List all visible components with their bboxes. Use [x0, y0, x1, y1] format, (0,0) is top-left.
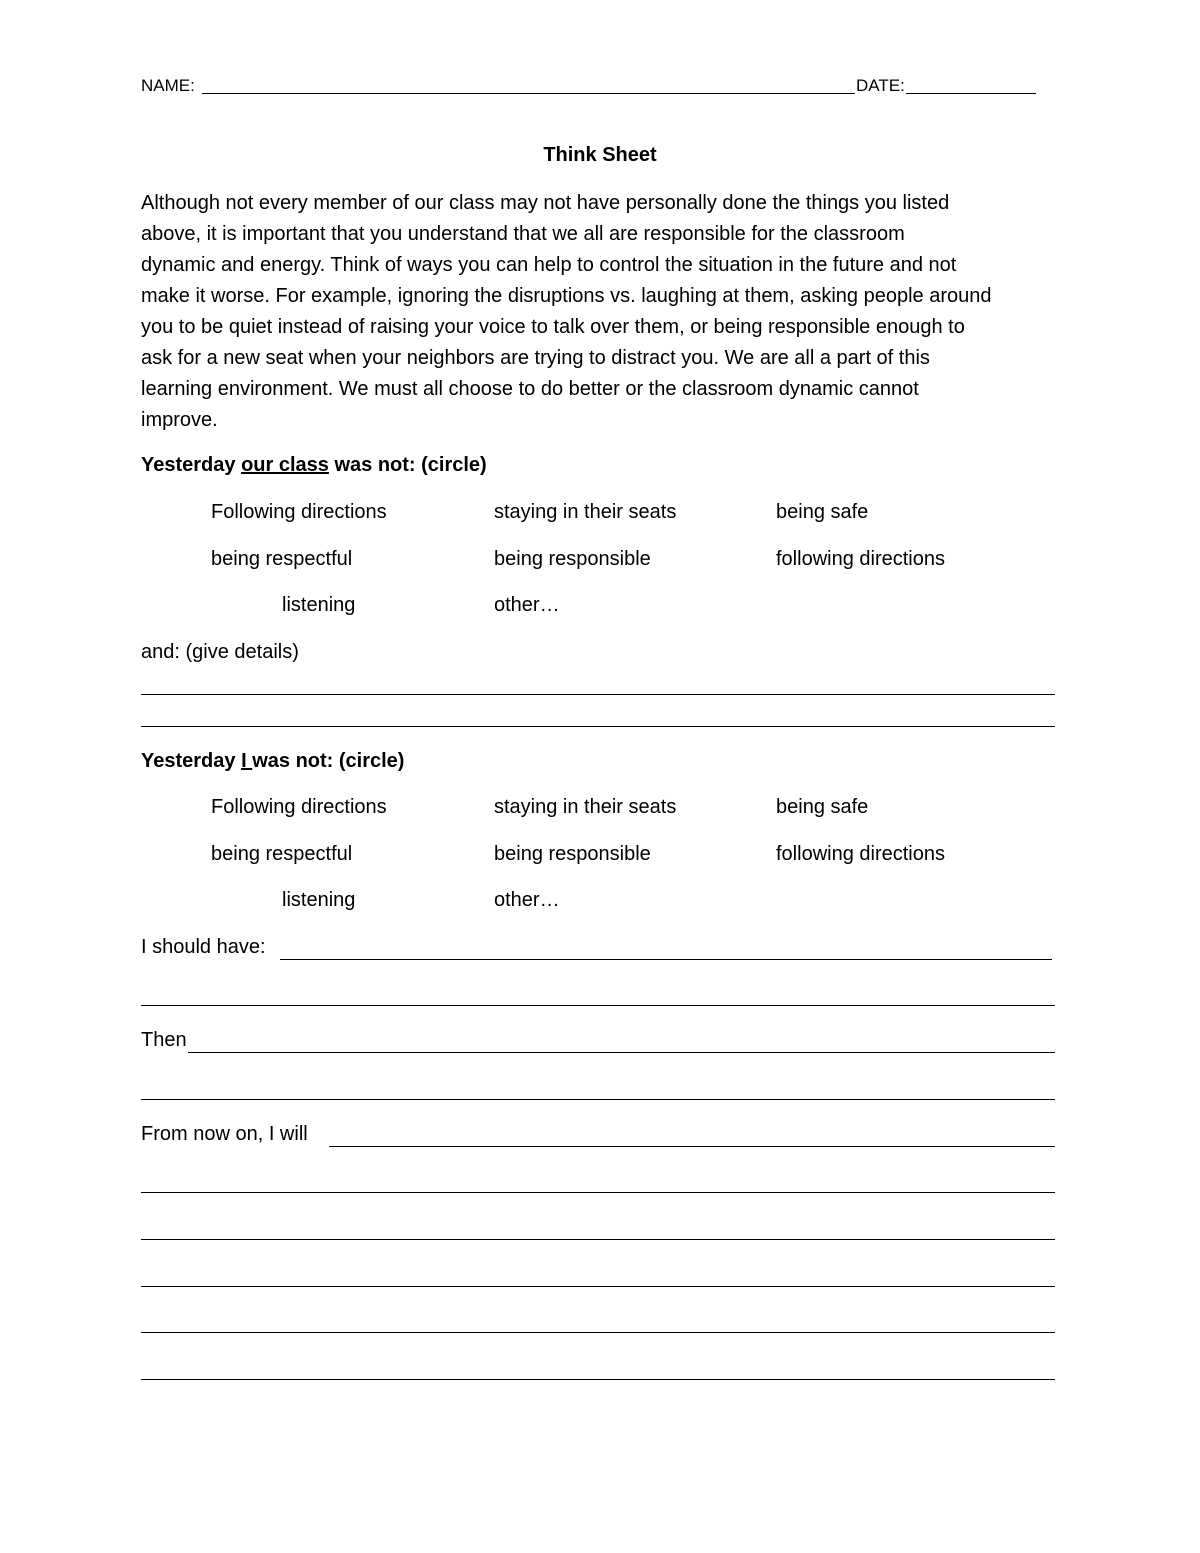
then-label: Then	[141, 1029, 187, 1051]
class-option[interactable]: Following directions	[211, 501, 387, 523]
details-label: and: (give details)	[141, 641, 299, 663]
should-have-line[interactable]	[280, 959, 1052, 960]
details-line[interactable]	[141, 726, 1055, 727]
class-option[interactable]: being responsible	[494, 548, 651, 570]
then-line[interactable]	[141, 1099, 1055, 1100]
heading-suffix: was not: (circle)	[328, 454, 487, 476]
intro-paragraph	[141, 188, 1061, 436]
from-now-on-line[interactable]	[141, 1192, 1055, 1193]
class-option[interactable]: other…	[494, 594, 560, 616]
intro-line: above, it is important that you understand that we all are responsible for the classroom	[141, 223, 905, 245]
name-field-line[interactable]	[202, 93, 855, 94]
class-option[interactable]: being safe	[776, 501, 869, 523]
should-have-label: I should have:	[141, 936, 266, 958]
from-now-on-line[interactable]	[141, 1286, 1055, 1287]
heading-underlined: I	[241, 750, 253, 772]
from-now-on-line[interactable]	[329, 1146, 1055, 1147]
self-option[interactable]: other…	[494, 889, 560, 911]
then-line[interactable]	[188, 1052, 1055, 1053]
self-option[interactable]: staying in their seats	[494, 796, 677, 818]
from-now-on-line[interactable]	[141, 1379, 1055, 1380]
self-option[interactable]: being safe	[776, 796, 869, 818]
class-option[interactable]: being respectful	[211, 548, 353, 570]
should-have-line[interactable]	[141, 1005, 1055, 1006]
self-option[interactable]: Following directions	[211, 796, 387, 818]
details-line[interactable]	[141, 694, 1055, 695]
intro-line: learning environment. We must all choose to do better or the classroom dynamic cannot	[141, 378, 919, 400]
intro-line: improve.	[141, 409, 218, 431]
from-now-on-label: From now on, I will	[141, 1123, 308, 1145]
intro-line: dynamic and energy. Think of ways you can help to control the situation in the future and not	[141, 254, 957, 276]
from-now-on-line[interactable]	[141, 1332, 1055, 1333]
page-title: Think Sheet	[543, 144, 657, 166]
from-now-on-line[interactable]	[141, 1239, 1055, 1240]
class-option[interactable]: following directions	[776, 548, 945, 570]
intro-line: Although not every member of our class may not have personally done the things you listed	[141, 192, 950, 214]
class-section-heading	[141, 454, 487, 477]
intro-line: ask for a new seat when your neighbors are trying to distract you. We are all a part of this	[141, 347, 930, 369]
name-label: NAME:	[141, 76, 195, 95]
self-option[interactable]: following directions	[776, 843, 945, 865]
heading-underlined: our class	[241, 454, 329, 476]
intro-line: you to be quiet instead of raising your voice to talk over them, or being responsible enough to	[141, 316, 965, 338]
heading-suffix: was not: (circle)	[252, 750, 405, 772]
heading-prefix: Yesterday	[141, 750, 242, 772]
self-option[interactable]: being respectful	[211, 843, 353, 865]
date-field-line[interactable]	[906, 93, 1036, 94]
heading-prefix: Yesterday	[141, 454, 242, 476]
self-option[interactable]: being responsible	[494, 843, 651, 865]
intro-line: make it worse. For example, ignoring the disruptions vs. laughing at them, asking people around	[141, 285, 992, 307]
class-option[interactable]: listening	[282, 594, 356, 616]
self-section-heading	[141, 750, 404, 773]
class-option[interactable]: staying in their seats	[494, 501, 677, 523]
date-label: DATE:	[856, 76, 905, 95]
self-option[interactable]: listening	[282, 889, 356, 911]
